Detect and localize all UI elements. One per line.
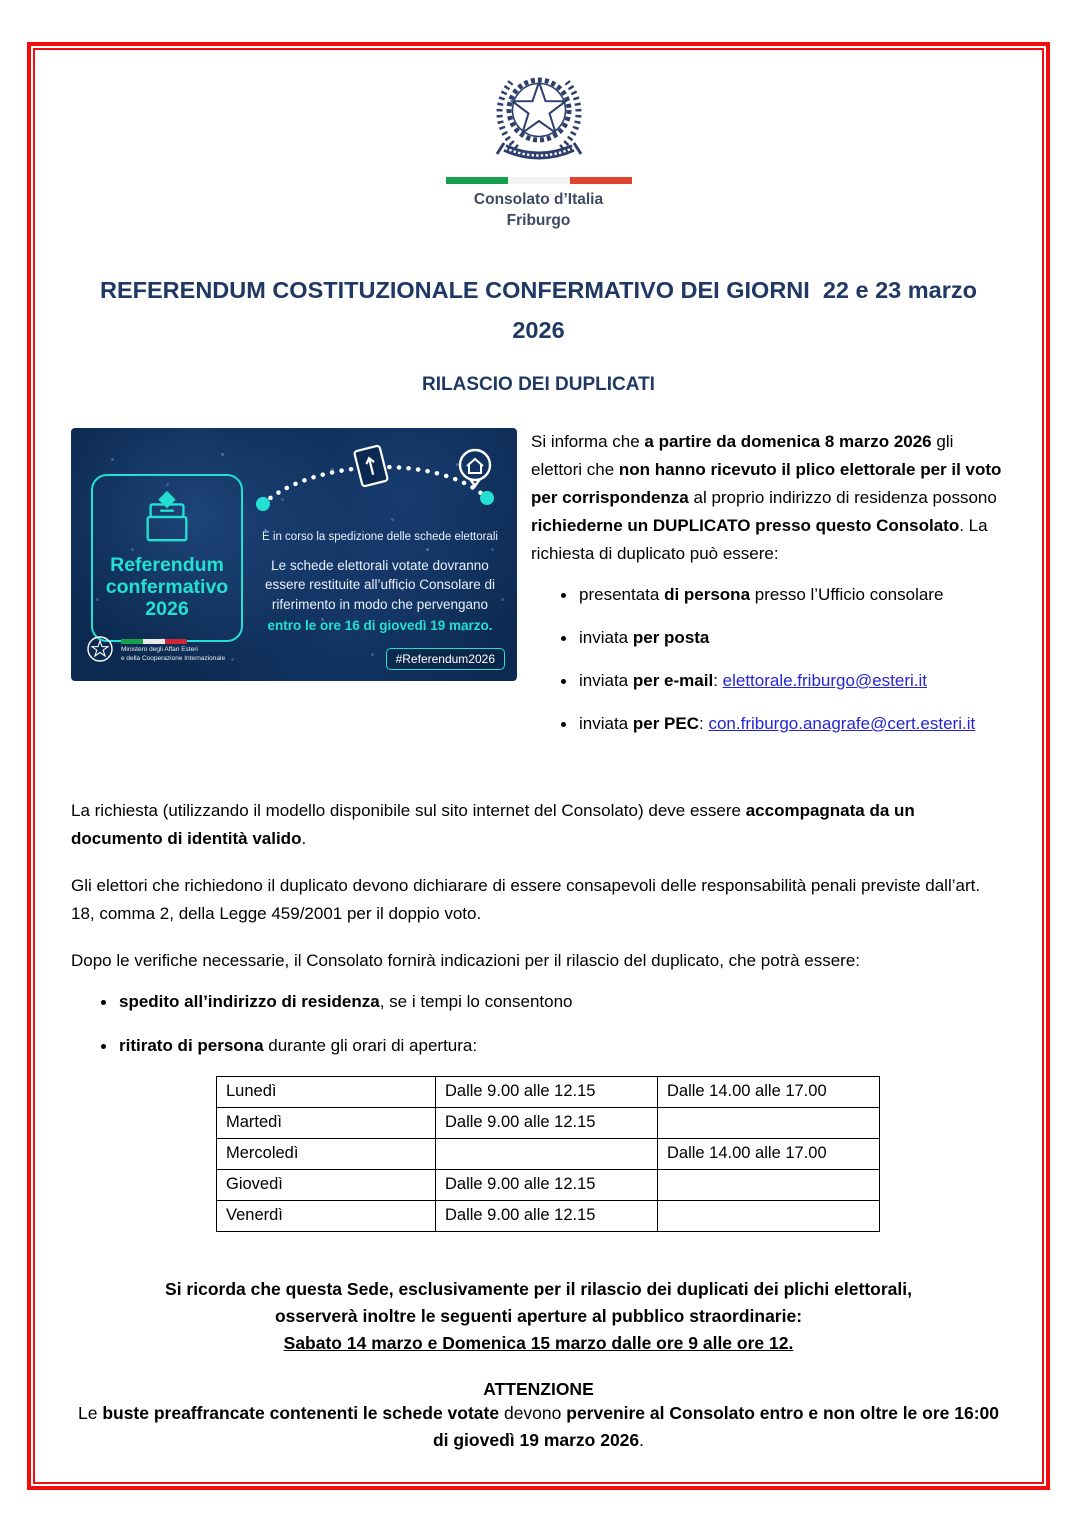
referendum-banner <box>71 428 517 681</box>
text-run: buste preaffrancate contenenti le schede votate <box>102 1402 500 1423</box>
banner-body-text: Le schede elettorali votate dovranno essere restituite all’ufficio Consolare di riferimento in modo che pervengano <box>264 557 496 612</box>
morning-cell: Dalle 9.00 alle 12.15 <box>436 1200 658 1231</box>
text-run: gli elettori che <box>531 431 954 479</box>
italy-emblem-icon <box>491 68 587 173</box>
day-cell: Mercoledì <box>217 1138 436 1169</box>
text-run: durante gli orari di apertura: <box>263 1035 478 1055</box>
morning-cell: Dalle 9.00 alle 12.15 <box>436 1107 658 1138</box>
day-cell: Giovedì <box>217 1169 436 1200</box>
banner-deadline: entro le ore 16 di giovedì 19 marzo. <box>267 617 493 633</box>
list-item <box>561 624 1006 652</box>
ballot-box-icon <box>138 488 196 551</box>
page-title-line1: REFERENDUM COSTITUZIONALE CONFERMATIVO DEI GIORNI 22 e 23 marzo <box>100 276 977 303</box>
text-run: presentata <box>579 584 665 604</box>
attention-paragraph <box>71 1400 1006 1454</box>
table-row <box>217 1200 880 1231</box>
text-run: inviata <box>579 713 633 733</box>
afternoon-cell: Dalle 14.00 alle 17.00 <box>658 1076 880 1107</box>
text-run: di persona <box>664 584 751 604</box>
consulate-city: Friburgo <box>506 211 571 229</box>
page-title-line2: 2026 <box>512 316 565 343</box>
text-run: La richiesta (utilizzando il modello disponibile sul sito internet del Consolato) deve essere <box>71 800 746 820</box>
text-run: al proprio indirizzo di residenza possono <box>688 487 997 507</box>
special-openings-notice <box>71 1276 1006 1357</box>
banner-card-title: Referendum confermativo 2026 <box>105 553 229 620</box>
text-run: Dopo le verifiche necessarie, il Consolato fornirà indicazioni per il rilascio del duplicato, che potrà essere: <box>71 950 861 970</box>
list-item <box>101 1032 1006 1060</box>
attention-heading: ATTENZIONE <box>483 1378 594 1399</box>
special-notice-line3 <box>71 1330 1006 1357</box>
consulate-name: Consolato d’Italia <box>473 191 604 208</box>
text-run: non hanno ricevuto il plico elettorale per il voto per corrispondenza <box>531 459 1002 507</box>
intro-column <box>531 428 1006 753</box>
pec-link[interactable]: con.friburgo.anagrafe@cert.esteri.it <box>708 713 976 733</box>
text-run: Si ricorda che questa Sede, esclusivamente per il rilascio dei duplicati dei plichi elettorali, <box>165 1278 912 1299</box>
afternoon-cell <box>658 1169 880 1200</box>
text-run: . <box>301 828 307 848</box>
email-link[interactable]: elettorale.friburgo@esteri.it <box>722 670 927 690</box>
page-subtitle: RILASCIO DEI DUPLICATI <box>422 373 655 395</box>
day-cell: Venerdì <box>217 1200 436 1231</box>
world-map-dots <box>71 428 74 431</box>
text-run: spedito all’indirizzo di residenza <box>119 991 380 1011</box>
table-row <box>217 1138 880 1169</box>
text-run: devono <box>499 1402 567 1423</box>
list-item <box>561 581 1006 609</box>
text-run: a partire da domenica 8 marzo 2026 <box>644 431 932 451</box>
envelope-icon <box>354 445 388 486</box>
banner-caption: È in corso la spedizione delle schede elettorali <box>262 530 498 543</box>
day-cell: Lunedì <box>217 1076 436 1107</box>
table-row <box>217 1076 880 1107</box>
house-pin-icon <box>460 450 490 486</box>
list-item <box>101 988 1006 1016</box>
hashtag-badge: #Referendum2026 <box>386 648 505 670</box>
body-paragraphs <box>71 797 1006 975</box>
afternoon-cell <box>658 1107 880 1138</box>
text-run: per PEC <box>632 713 700 733</box>
text-run: per e-mail <box>632 670 714 690</box>
government-header <box>71 68 1006 232</box>
text-run: presso l’Ufficio consolare <box>750 584 944 604</box>
delivery-options-list <box>71 988 1006 1060</box>
text-run: , se i tempi lo consentono <box>379 991 573 1011</box>
paragraph-after-checks <box>71 947 1006 975</box>
text-run: inviata <box>579 627 633 647</box>
text-run: accompagnata da un documento di identità valido <box>71 800 915 848</box>
text-run: richiederne un DUPLICATO presso questo Consolato <box>531 515 960 535</box>
morning-cell: Dalle 9.00 alle 12.15 <box>436 1169 658 1200</box>
text-run: ritirato di persona <box>119 1035 264 1055</box>
text-run: . <box>639 1429 645 1450</box>
maeci-emblem-icon <box>85 634 115 669</box>
day-cell: Martedì <box>217 1107 436 1138</box>
morning-cell: Dalle 9.00 alle 12.15 <box>436 1076 658 1107</box>
text-run: per posta <box>632 627 710 647</box>
request-methods-list <box>531 581 1006 738</box>
text-run: : <box>713 670 723 690</box>
opening-hours-table <box>216 1076 880 1232</box>
afternoon-cell <box>658 1200 880 1231</box>
table-row <box>217 1169 880 1200</box>
italy-flag-bar <box>446 177 632 184</box>
ministry-name-line1: Ministero degli Affari Esteri <box>121 646 198 654</box>
text-run: Gli elettori che richiedono il duplicato devono dichiarare di essere consapevoli delle responsabilità penali previste dall’art. 18, comma 2, della Legge 459/2001 per il doppio voto. <box>71 875 981 923</box>
list-item <box>561 710 1006 738</box>
special-notice-line2 <box>71 1303 1006 1330</box>
text-run: . La richiesta di duplicato può essere: <box>531 515 988 563</box>
maeci-logo <box>85 634 225 669</box>
banner-body <box>251 556 509 635</box>
paragraph-request-model <box>71 797 1006 853</box>
text-run: inviata <box>579 670 633 690</box>
page-title <box>71 270 1006 350</box>
maeci-flag-bar <box>121 639 187 644</box>
table-row <box>217 1107 880 1138</box>
special-notice-line1 <box>71 1276 1006 1303</box>
text-run: osserverà inoltre le seguenti aperture al pubblico straordinarie: <box>274 1305 803 1326</box>
paragraph-legal-warning <box>71 872 1006 928</box>
referendum-card <box>91 474 243 642</box>
delivery-route-graphic <box>251 440 507 537</box>
text-run: pervenire al Consolato entro e non oltre le ore 16:00 di giovedì 19 marzo 2026 <box>432 1402 1000 1450</box>
afternoon-cell: Dalle 14.00 alle 17.00 <box>658 1138 880 1169</box>
text-run: Si informa che <box>531 431 645 451</box>
document-page <box>27 42 1050 1471</box>
intro-paragraph <box>531 428 1006 568</box>
text-run: : <box>699 713 709 733</box>
list-item <box>561 667 1006 695</box>
ministry-name-line2: e della Cooperazione Internazionale <box>121 654 226 662</box>
text-run: Sabato 14 marzo e Domenica 15 marzo dalle ore 9 alle ore 12. <box>283 1332 794 1353</box>
morning-cell <box>436 1138 658 1169</box>
text-run: Le <box>77 1402 103 1423</box>
